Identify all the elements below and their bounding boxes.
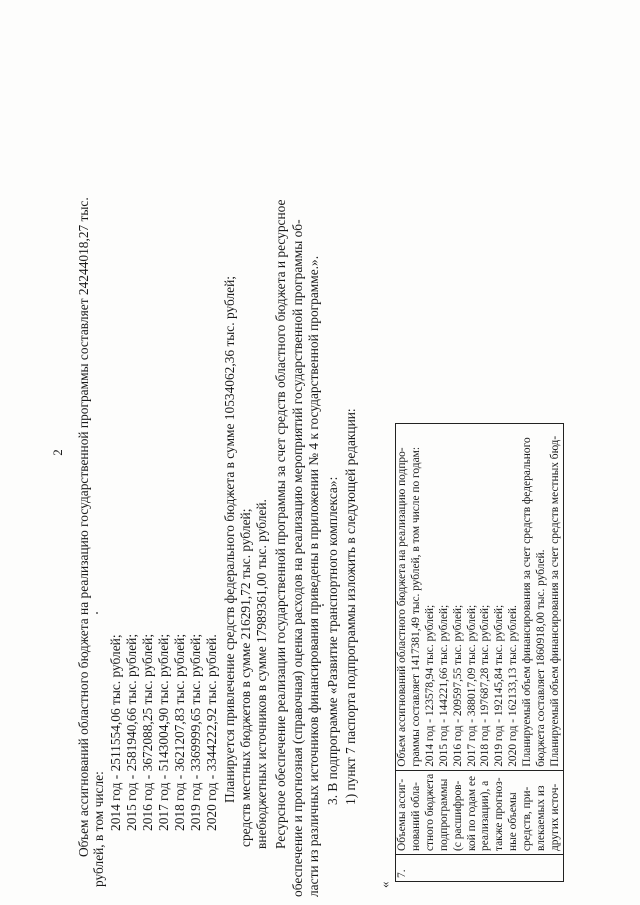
- row-text-line: 2017 год - 388017,09 тыс. рублей;: [465, 604, 478, 767]
- total-paragraph-line-1: Объем ассигнований областного бюджета на реализацию государственной программы составляет 24244018,27 тыс.: [76, 197, 91, 857]
- page-number: 2: [50, 449, 65, 456]
- federal-funding-line: Планируется привлечение средств федерального бюджета в сумме 10534062,36 тыс. рублей;: [222, 276, 237, 803]
- row-name-line: (с расшифров-: [451, 780, 464, 851]
- row-text-line: 2016 год - 209597,55 тыс. рублей;: [451, 604, 464, 767]
- table-row: [396, 423, 564, 881]
- year-amount-2015: 2015 год - 2581940,66 тыс. рублей;: [124, 633, 139, 831]
- opening-quote-mark: «: [377, 881, 392, 888]
- row-text-line: 2019 год - 192145,84 тыс. рублей;: [493, 604, 506, 767]
- resource-paragraph-line-3: ласти из различных источников финансирования приведены в приложении № 4 к государственной программе.».: [306, 255, 321, 897]
- row-text-line: Планируемый объем финансирования за счет средств местных бюд-: [548, 435, 561, 767]
- subprogram-heading: 3. В подпрограмме «Развитие транспортного комплекса»:: [325, 476, 340, 805]
- year-amount-2018: 2018 год - 3621207,83 тыс. рублей;: [172, 633, 187, 831]
- total-paragraph-line-2: рублей, в том числе:: [91, 771, 106, 887]
- row-name-line: подпрограммы: [437, 778, 450, 851]
- row-number-cell: [396, 855, 564, 882]
- row-name-line: влекаемых из: [535, 785, 548, 851]
- row-text-line: Планируемый объем финансирования за счет средств федерального: [521, 437, 534, 767]
- row-name-line: нований обла-: [409, 782, 422, 851]
- row-name-line: также прогноз-: [493, 777, 506, 851]
- passport-item-line: 1) пункт 7 паспорта подпрограммы изложить в следующей редакции:: [343, 408, 358, 805]
- resource-paragraph-line-1: Ресурсное обеспечение реализации государственной программы за счет средств областного бюджета и ресурсное: [273, 199, 288, 849]
- row-name-line: реализации), а: [479, 780, 492, 851]
- year-amount-2016: 2016 год - 3672088,25 тыс. рублей;: [140, 633, 155, 831]
- local-funding-line: средств местных бюджетов в сумме 216291,72 тыс. рублей;: [238, 508, 253, 847]
- subprogram-passport-table: [395, 423, 564, 882]
- scan-speck: [322, 604, 324, 606]
- row-name-line: стного бюджета: [423, 773, 436, 851]
- resource-paragraph-line-2: обеспечение и прогнозная (справочная) оценка расходов на реализацию мероприятий государственной программы об-: [290, 219, 305, 897]
- row-name-line: других источ-: [548, 783, 561, 851]
- year-amount-2020: 2020 год - 3344222,92 тыс. рублей.: [204, 634, 219, 831]
- row-name-line: кой по годам ее: [465, 775, 478, 851]
- row-text-line: 2014 год - 123578,94 тыс. рублей;: [423, 604, 436, 767]
- row-text-line: Объем ассигнований областного бюджета на реализацию подпро-: [396, 447, 408, 767]
- row-text-cell: [396, 423, 564, 770]
- row-text-line: 2018 год - 197687,28 тыс. рублей;: [479, 604, 492, 767]
- year-amount-2019: 2019 год - 3369999,65 тыс. рублей;: [188, 633, 203, 831]
- year-amount-2014: 2014 год - 2511554,06 тыс. рублей;: [108, 634, 123, 831]
- row-text-line: 2015 год - 144221,66 тыс. рублей;: [437, 604, 450, 767]
- scan-speck: [96, 612, 98, 614]
- row-text-line: 2020 год - 162133,13 тыс. рублей.: [507, 605, 520, 767]
- row-name-line: средств, при-: [521, 786, 534, 851]
- row-text-line: бюджета составляет 1860918,00 тыс. рублей.: [535, 549, 548, 767]
- row-number: 7.: [396, 869, 408, 878]
- row-name-line: Объемы ассиг-: [396, 778, 408, 851]
- row-text-line: граммы составляет 1417381,49 тыс. рублей, в том числе по годам:: [409, 446, 422, 767]
- year-amount-2017: 2017 год - 5143004,90 тыс. рублей;: [156, 633, 171, 831]
- row-name-line: ные объемы: [507, 792, 520, 851]
- extrabudget-funding-line: внебюджетных источников в сумме 17989361,00 тыс. рублей.: [254, 499, 269, 849]
- row-name-cell: [396, 770, 564, 854]
